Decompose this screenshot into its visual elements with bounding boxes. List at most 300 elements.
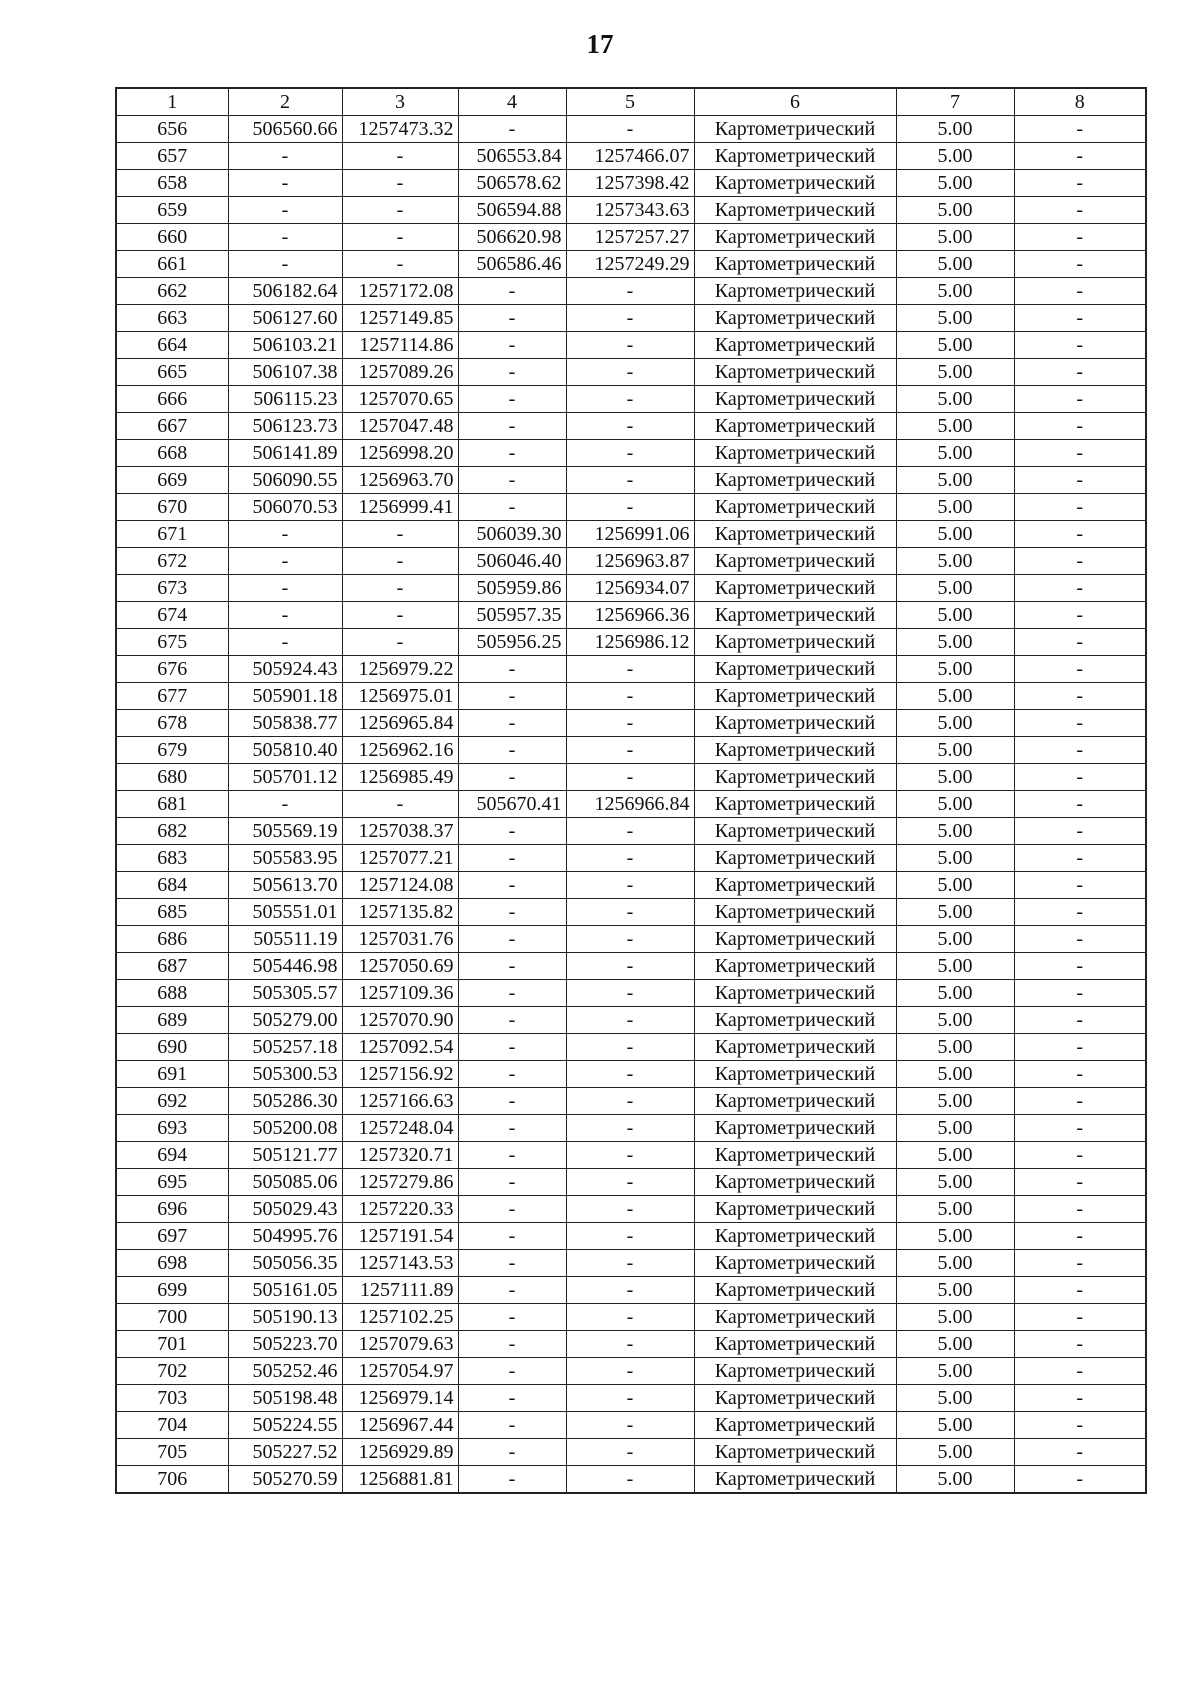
y-coordinate-cell: 1257172.08	[342, 278, 458, 305]
y-coordinate-new-cell: -	[566, 1439, 694, 1466]
point-number-cell: 665	[116, 359, 228, 386]
table-row	[116, 1304, 1146, 1331]
x-coordinate-new-cell: -	[458, 845, 566, 872]
description-cell: -	[1014, 1088, 1146, 1115]
point-number-cell: 697	[116, 1223, 228, 1250]
accuracy-cell: 5.00	[896, 872, 1014, 899]
point-number-cell: 703	[116, 1385, 228, 1412]
y-coordinate-cell: 1257143.53	[342, 1250, 458, 1277]
y-coordinate-new-cell: -	[566, 1169, 694, 1196]
accuracy-cell: 5.00	[896, 602, 1014, 629]
x-coordinate-new-cell: 505670.41	[458, 791, 566, 818]
point-number-cell: 671	[116, 521, 228, 548]
y-coordinate-new-cell: -	[566, 305, 694, 332]
table-row	[116, 332, 1146, 359]
point-number-cell: 692	[116, 1088, 228, 1115]
method-cell: Картометрический	[694, 1115, 896, 1142]
y-coordinate-cell: 1257089.26	[342, 359, 458, 386]
description-cell: -	[1014, 710, 1146, 737]
accuracy-cell: 5.00	[896, 845, 1014, 872]
y-coordinate-new-cell: -	[566, 1358, 694, 1385]
table-row	[116, 359, 1146, 386]
point-number-cell: 676	[116, 656, 228, 683]
y-coordinate-cell: -	[342, 629, 458, 656]
description-cell: -	[1014, 1007, 1146, 1034]
accuracy-cell: 5.00	[896, 386, 1014, 413]
x-coordinate-cell: 505279.00	[228, 1007, 342, 1034]
point-number-cell: 690	[116, 1034, 228, 1061]
method-cell: Картометрический	[694, 629, 896, 656]
y-coordinate-new-cell: -	[566, 440, 694, 467]
y-coordinate-cell: 1257114.86	[342, 332, 458, 359]
x-coordinate-cell: 505227.52	[228, 1439, 342, 1466]
table-row	[116, 872, 1146, 899]
x-coordinate-cell: 505252.46	[228, 1358, 342, 1385]
x-coordinate-cell: 505810.40	[228, 737, 342, 764]
point-number-cell: 705	[116, 1439, 228, 1466]
point-number-cell: 684	[116, 872, 228, 899]
method-cell: Картометрический	[694, 440, 896, 467]
accuracy-cell: 5.00	[896, 440, 1014, 467]
point-number-cell: 686	[116, 926, 228, 953]
description-cell: -	[1014, 1034, 1146, 1061]
accuracy-cell: 5.00	[896, 224, 1014, 251]
y-coordinate-new-cell: -	[566, 1088, 694, 1115]
y-coordinate-new-cell: -	[566, 332, 694, 359]
x-coordinate-cell: 505701.12	[228, 764, 342, 791]
method-cell: Картометрический	[694, 332, 896, 359]
x-coordinate-new-cell: -	[458, 1466, 566, 1494]
description-cell: -	[1014, 899, 1146, 926]
table-row	[116, 1466, 1146, 1494]
x-coordinate-cell: 505286.30	[228, 1088, 342, 1115]
description-cell: -	[1014, 548, 1146, 575]
point-number-cell: 695	[116, 1169, 228, 1196]
accuracy-cell: 5.00	[896, 656, 1014, 683]
y-coordinate-cell: 1256967.44	[342, 1412, 458, 1439]
column-header: 1	[116, 88, 228, 116]
x-coordinate-cell: 505924.43	[228, 656, 342, 683]
method-cell: Картометрический	[694, 1223, 896, 1250]
description-cell: -	[1014, 143, 1146, 170]
method-cell: Картометрический	[694, 1412, 896, 1439]
column-header: 6	[694, 88, 896, 116]
y-coordinate-cell: 1257156.92	[342, 1061, 458, 1088]
column-header: 3	[342, 88, 458, 116]
x-coordinate-new-cell: -	[458, 440, 566, 467]
table-row	[116, 656, 1146, 683]
y-coordinate-new-cell: 1256966.36	[566, 602, 694, 629]
x-coordinate-cell: 506115.23	[228, 386, 342, 413]
point-number-cell: 668	[116, 440, 228, 467]
x-coordinate-new-cell: -	[458, 1304, 566, 1331]
description-cell: -	[1014, 953, 1146, 980]
table-row	[116, 737, 1146, 764]
x-coordinate-cell: 505223.70	[228, 1331, 342, 1358]
description-cell: -	[1014, 980, 1146, 1007]
x-coordinate-new-cell: 506553.84	[458, 143, 566, 170]
y-coordinate-cell: 1257092.54	[342, 1034, 458, 1061]
method-cell: Картометрический	[694, 980, 896, 1007]
x-coordinate-new-cell: -	[458, 710, 566, 737]
accuracy-cell: 5.00	[896, 1412, 1014, 1439]
method-cell: Картометрический	[694, 1034, 896, 1061]
method-cell: Картометрический	[694, 224, 896, 251]
point-number-cell: 663	[116, 305, 228, 332]
y-coordinate-new-cell: -	[566, 953, 694, 980]
point-number-cell: 680	[116, 764, 228, 791]
point-number-cell: 689	[116, 1007, 228, 1034]
y-coordinate-new-cell: -	[566, 1115, 694, 1142]
y-coordinate-cell: 1256965.84	[342, 710, 458, 737]
point-number-cell: 664	[116, 332, 228, 359]
y-coordinate-cell: 1256962.16	[342, 737, 458, 764]
x-coordinate-cell: 505270.59	[228, 1466, 342, 1494]
accuracy-cell: 5.00	[896, 764, 1014, 791]
table-row	[116, 413, 1146, 440]
y-coordinate-new-cell: -	[566, 710, 694, 737]
point-number-cell: 661	[116, 251, 228, 278]
y-coordinate-cell: -	[342, 791, 458, 818]
description-cell: -	[1014, 332, 1146, 359]
accuracy-cell: 5.00	[896, 899, 1014, 926]
method-cell: Картометрический	[694, 602, 896, 629]
x-coordinate-new-cell: -	[458, 683, 566, 710]
description-cell: -	[1014, 1115, 1146, 1142]
description-cell: -	[1014, 1439, 1146, 1466]
y-coordinate-cell: 1256881.81	[342, 1466, 458, 1494]
x-coordinate-new-cell: -	[458, 1169, 566, 1196]
y-coordinate-new-cell: -	[566, 899, 694, 926]
point-number-cell: 669	[116, 467, 228, 494]
point-number-cell: 656	[116, 116, 228, 143]
x-coordinate-cell: 505161.05	[228, 1277, 342, 1304]
accuracy-cell: 5.00	[896, 1439, 1014, 1466]
x-coordinate-new-cell: 505956.25	[458, 629, 566, 656]
description-cell: -	[1014, 737, 1146, 764]
y-coordinate-cell: 1256999.41	[342, 494, 458, 521]
point-number-cell: 698	[116, 1250, 228, 1277]
description-cell: -	[1014, 170, 1146, 197]
x-coordinate-new-cell: -	[458, 1277, 566, 1304]
x-coordinate-new-cell: 505959.86	[458, 575, 566, 602]
x-coordinate-new-cell: -	[458, 467, 566, 494]
description-cell: -	[1014, 1331, 1146, 1358]
method-cell: Картометрический	[694, 1196, 896, 1223]
x-coordinate-cell: -	[228, 251, 342, 278]
table-row	[116, 1088, 1146, 1115]
point-number-cell: 666	[116, 386, 228, 413]
accuracy-cell: 5.00	[896, 1223, 1014, 1250]
y-coordinate-cell: 1257102.25	[342, 1304, 458, 1331]
method-cell: Картометрический	[694, 845, 896, 872]
column-header: 4	[458, 88, 566, 116]
x-coordinate-new-cell: 505957.35	[458, 602, 566, 629]
x-coordinate-cell: 505085.06	[228, 1169, 342, 1196]
accuracy-cell: 5.00	[896, 818, 1014, 845]
x-coordinate-new-cell: -	[458, 1250, 566, 1277]
y-coordinate-new-cell: -	[566, 1412, 694, 1439]
y-coordinate-cell: -	[342, 575, 458, 602]
y-coordinate-cell: -	[342, 143, 458, 170]
accuracy-cell: 5.00	[896, 1385, 1014, 1412]
x-coordinate-new-cell: -	[458, 1223, 566, 1250]
description-cell: -	[1014, 1277, 1146, 1304]
point-number-cell: 670	[116, 494, 228, 521]
y-coordinate-new-cell: -	[566, 737, 694, 764]
accuracy-cell: 5.00	[896, 980, 1014, 1007]
y-coordinate-new-cell: -	[566, 683, 694, 710]
y-coordinate-cell: 1256985.49	[342, 764, 458, 791]
accuracy-cell: 5.00	[896, 1007, 1014, 1034]
y-coordinate-new-cell: -	[566, 1277, 694, 1304]
y-coordinate-cell: 1257050.69	[342, 953, 458, 980]
table-row	[116, 926, 1146, 953]
y-coordinate-cell: 1257220.33	[342, 1196, 458, 1223]
x-coordinate-cell: 505446.98	[228, 953, 342, 980]
table-row	[116, 1196, 1146, 1223]
x-coordinate-cell: -	[228, 548, 342, 575]
method-cell: Картометрический	[694, 1142, 896, 1169]
y-coordinate-new-cell: 1256986.12	[566, 629, 694, 656]
method-cell: Картометрический	[694, 278, 896, 305]
x-coordinate-cell: 506070.53	[228, 494, 342, 521]
description-cell: -	[1014, 1466, 1146, 1494]
point-number-cell: 662	[116, 278, 228, 305]
accuracy-cell: 5.00	[896, 332, 1014, 359]
y-coordinate-new-cell: -	[566, 467, 694, 494]
y-coordinate-new-cell: -	[566, 1250, 694, 1277]
x-coordinate-new-cell: -	[458, 1088, 566, 1115]
x-coordinate-cell: -	[228, 170, 342, 197]
table-row	[116, 1250, 1146, 1277]
coordinates-table	[115, 87, 1147, 1494]
y-coordinate-cell: 1257135.82	[342, 899, 458, 926]
table-row	[116, 305, 1146, 332]
x-coordinate-cell: 505838.77	[228, 710, 342, 737]
x-coordinate-new-cell: -	[458, 1007, 566, 1034]
table-row	[116, 629, 1146, 656]
accuracy-cell: 5.00	[896, 575, 1014, 602]
method-cell: Картометрический	[694, 197, 896, 224]
table-row	[116, 224, 1146, 251]
accuracy-cell: 5.00	[896, 1034, 1014, 1061]
x-coordinate-new-cell: -	[458, 413, 566, 440]
description-cell: -	[1014, 1250, 1146, 1277]
method-cell: Картометрический	[694, 494, 896, 521]
table-row	[116, 548, 1146, 575]
x-coordinate-cell: 505029.43	[228, 1196, 342, 1223]
y-coordinate-cell: 1257191.54	[342, 1223, 458, 1250]
description-cell: -	[1014, 872, 1146, 899]
method-cell: Картометрический	[694, 305, 896, 332]
point-number-cell: 681	[116, 791, 228, 818]
x-coordinate-cell: 506103.21	[228, 332, 342, 359]
table-row	[116, 521, 1146, 548]
description-cell: -	[1014, 1412, 1146, 1439]
accuracy-cell: 5.00	[896, 953, 1014, 980]
table-row	[116, 602, 1146, 629]
table-row	[116, 710, 1146, 737]
method-cell: Картометрический	[694, 1358, 896, 1385]
method-cell: Картометрический	[694, 926, 896, 953]
table-body	[116, 116, 1146, 1494]
y-coordinate-new-cell: -	[566, 764, 694, 791]
x-coordinate-cell: -	[228, 629, 342, 656]
description-cell: -	[1014, 629, 1146, 656]
x-coordinate-new-cell: -	[458, 1412, 566, 1439]
point-number-cell: 675	[116, 629, 228, 656]
y-coordinate-new-cell: -	[566, 1304, 694, 1331]
x-coordinate-cell: 506107.38	[228, 359, 342, 386]
description-cell: -	[1014, 116, 1146, 143]
description-cell: -	[1014, 602, 1146, 629]
x-coordinate-cell: -	[228, 791, 342, 818]
method-cell: Картометрический	[694, 1088, 896, 1115]
x-coordinate-new-cell: -	[458, 332, 566, 359]
y-coordinate-cell: -	[342, 548, 458, 575]
method-cell: Картометрический	[694, 1385, 896, 1412]
x-coordinate-cell: 506182.64	[228, 278, 342, 305]
x-coordinate-cell: 505583.95	[228, 845, 342, 872]
description-cell: -	[1014, 791, 1146, 818]
accuracy-cell: 5.00	[896, 1115, 1014, 1142]
x-coordinate-new-cell: -	[458, 926, 566, 953]
x-coordinate-new-cell: -	[458, 359, 566, 386]
y-coordinate-new-cell: -	[566, 1331, 694, 1358]
table-row	[116, 1115, 1146, 1142]
x-coordinate-new-cell: 506039.30	[458, 521, 566, 548]
x-coordinate-new-cell: 506586.46	[458, 251, 566, 278]
table-row	[116, 170, 1146, 197]
x-coordinate-new-cell: -	[458, 1142, 566, 1169]
y-coordinate-cell: 1257031.76	[342, 926, 458, 953]
point-number-cell: 699	[116, 1277, 228, 1304]
accuracy-cell: 5.00	[896, 683, 1014, 710]
table-row	[116, 575, 1146, 602]
y-coordinate-cell: 1257077.21	[342, 845, 458, 872]
point-number-cell: 673	[116, 575, 228, 602]
y-coordinate-cell: -	[342, 197, 458, 224]
point-number-cell: 693	[116, 1115, 228, 1142]
y-coordinate-cell: 1257111.89	[342, 1277, 458, 1304]
x-coordinate-cell: 505511.19	[228, 926, 342, 953]
y-coordinate-cell: -	[342, 224, 458, 251]
point-number-cell: 682	[116, 818, 228, 845]
table-row	[116, 251, 1146, 278]
method-cell: Картометрический	[694, 575, 896, 602]
y-coordinate-cell: 1257079.63	[342, 1331, 458, 1358]
x-coordinate-cell: 506141.89	[228, 440, 342, 467]
y-coordinate-cell: 1256975.01	[342, 683, 458, 710]
x-coordinate-new-cell: -	[458, 386, 566, 413]
description-cell: -	[1014, 1196, 1146, 1223]
y-coordinate-new-cell: -	[566, 1385, 694, 1412]
table-row	[116, 1412, 1146, 1439]
description-cell: -	[1014, 278, 1146, 305]
x-coordinate-new-cell: 506046.40	[458, 548, 566, 575]
accuracy-cell: 5.00	[896, 143, 1014, 170]
point-number-cell: 700	[116, 1304, 228, 1331]
x-coordinate-new-cell: -	[458, 494, 566, 521]
description-cell: -	[1014, 656, 1146, 683]
description-cell: -	[1014, 224, 1146, 251]
y-coordinate-new-cell: -	[566, 818, 694, 845]
y-coordinate-new-cell: -	[566, 1034, 694, 1061]
x-coordinate-cell: 505613.70	[228, 872, 342, 899]
method-cell: Картометрический	[694, 1304, 896, 1331]
y-coordinate-cell: 1257047.48	[342, 413, 458, 440]
table-row	[116, 1331, 1146, 1358]
y-coordinate-new-cell: -	[566, 1061, 694, 1088]
x-coordinate-cell: 506123.73	[228, 413, 342, 440]
column-header: 5	[566, 88, 694, 116]
accuracy-cell: 5.00	[896, 1466, 1014, 1494]
y-coordinate-cell: 1257279.86	[342, 1169, 458, 1196]
table-row	[116, 494, 1146, 521]
accuracy-cell: 5.00	[896, 116, 1014, 143]
method-cell: Картометрический	[694, 359, 896, 386]
accuracy-cell: 5.00	[896, 251, 1014, 278]
y-coordinate-new-cell: -	[566, 494, 694, 521]
table-row	[116, 278, 1146, 305]
x-coordinate-new-cell: -	[458, 764, 566, 791]
method-cell: Картометрический	[694, 899, 896, 926]
table-header-row	[116, 88, 1146, 116]
accuracy-cell: 5.00	[896, 1331, 1014, 1358]
table-row	[116, 1007, 1146, 1034]
accuracy-cell: 5.00	[896, 1088, 1014, 1115]
accuracy-cell: 5.00	[896, 467, 1014, 494]
x-coordinate-cell: -	[228, 143, 342, 170]
description-cell: -	[1014, 251, 1146, 278]
x-coordinate-cell: 505198.48	[228, 1385, 342, 1412]
method-cell: Картометрический	[694, 818, 896, 845]
method-cell: Картометрический	[694, 251, 896, 278]
method-cell: Картометрический	[694, 764, 896, 791]
description-cell: -	[1014, 1385, 1146, 1412]
x-coordinate-cell: 506560.66	[228, 116, 342, 143]
y-coordinate-cell: -	[342, 251, 458, 278]
point-number-cell: 659	[116, 197, 228, 224]
method-cell: Картометрический	[694, 116, 896, 143]
method-cell: Картометрический	[694, 1007, 896, 1034]
accuracy-cell: 5.00	[896, 791, 1014, 818]
table-row	[116, 1142, 1146, 1169]
point-number-cell: 660	[116, 224, 228, 251]
x-coordinate-new-cell: -	[458, 1439, 566, 1466]
description-cell: -	[1014, 818, 1146, 845]
x-coordinate-new-cell: -	[458, 278, 566, 305]
table-row	[116, 1034, 1146, 1061]
method-cell: Картометрический	[694, 872, 896, 899]
method-cell: Картометрический	[694, 170, 896, 197]
table-row	[116, 1385, 1146, 1412]
point-number-cell: 657	[116, 143, 228, 170]
method-cell: Картометрический	[694, 521, 896, 548]
description-cell: -	[1014, 1358, 1146, 1385]
point-number-cell: 677	[116, 683, 228, 710]
table-row	[116, 953, 1146, 980]
y-coordinate-cell: 1257473.32	[342, 116, 458, 143]
table-row	[116, 764, 1146, 791]
y-coordinate-new-cell: -	[566, 1007, 694, 1034]
y-coordinate-new-cell: 1257257.27	[566, 224, 694, 251]
accuracy-cell: 5.00	[896, 278, 1014, 305]
y-coordinate-new-cell: -	[566, 845, 694, 872]
accuracy-cell: 5.00	[896, 1304, 1014, 1331]
accuracy-cell: 5.00	[896, 1277, 1014, 1304]
